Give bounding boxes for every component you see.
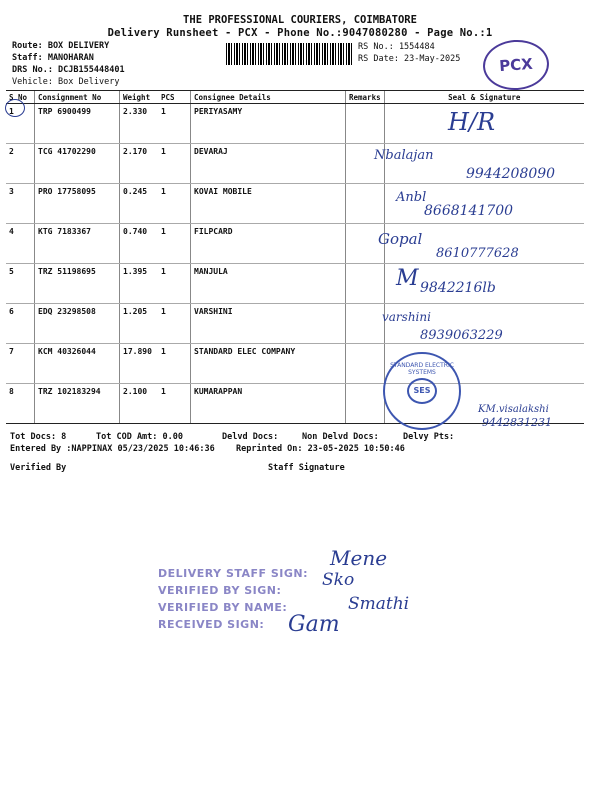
stamp-signature-3: Smathi xyxy=(348,594,410,614)
stamp-signature-2: Sko xyxy=(322,570,355,590)
cell-sno: 2 xyxy=(6,144,35,184)
cell-consignee: STANDARD ELEC COMPANY xyxy=(191,344,346,384)
table-header-row xyxy=(6,91,584,104)
col-seal-signature: Seal & Signature xyxy=(384,91,584,104)
reprinted-on: Reprinted On: 23-05-2025 10:50:46 xyxy=(236,444,405,454)
signature-6-name: varshini xyxy=(382,310,431,324)
cell-weight: 2.170 xyxy=(120,144,159,184)
cell-consignment: TCG 41702290 xyxy=(35,144,120,184)
signature-5-name: M xyxy=(396,266,419,291)
cell-remarks xyxy=(346,104,385,144)
cell-sno: 4 xyxy=(6,224,35,264)
total-cod-amount: Tot COD Amt: 0.00 xyxy=(96,432,183,442)
cell-weight: 0.740 xyxy=(120,224,159,264)
cell-consignee: PERIYASAMY xyxy=(191,104,346,144)
col-consignee: Consignee Details xyxy=(191,91,346,104)
rs-number: RS No.: 1554484 xyxy=(358,42,435,52)
col-consignment: Consignment No xyxy=(35,91,120,104)
cell-sno: 6 xyxy=(6,304,35,344)
stamp-line-delivery-staff: DELIVERY STAFF SIGN: xyxy=(158,567,309,580)
signature-4-name: Gopal xyxy=(378,230,423,248)
cell-weight: 1.205 xyxy=(120,304,159,344)
cell-consignment: KCM 40326044 xyxy=(35,344,120,384)
signature-1: H/R xyxy=(448,108,496,136)
total-docs: Tot Docs: 8 xyxy=(10,432,67,442)
cell-pcs: 1 xyxy=(158,224,191,264)
vehicle-label: Vehicle: Box Delivery xyxy=(12,77,120,87)
cell-consignment: KTG 7183367 xyxy=(35,224,120,264)
cell-remarks xyxy=(346,304,385,344)
signature-2-phone: 9944208090 xyxy=(466,166,556,182)
cell-remarks xyxy=(346,264,385,304)
pcx-stamp: PCX xyxy=(481,38,550,92)
cell-consignee: FILPCARD xyxy=(191,224,346,264)
cell-consignment: EDQ 23298508 xyxy=(35,304,120,344)
verified-by: Verified By xyxy=(10,463,67,473)
cell-pcs: 1 xyxy=(158,384,191,424)
signature-4-phone: 8610777628 xyxy=(436,246,519,261)
cell-sno: 8 xyxy=(6,384,35,424)
cell-pcs: 1 xyxy=(158,264,191,304)
cell-weight: 17.890 xyxy=(120,344,159,384)
delivery-stamp xyxy=(158,565,308,633)
cell-consignment: PRO 17758095 xyxy=(35,184,120,224)
cell-consignee: DEVARAJ xyxy=(191,144,346,184)
cell-weight: 2.100 xyxy=(120,384,159,424)
col-pcs: PCS xyxy=(158,91,191,104)
signature-8-phone: 9442831231 xyxy=(482,416,552,429)
col-weight: Weight xyxy=(120,91,159,104)
signature-5-phone: 9842216lb xyxy=(420,280,496,296)
delivered-docs: Delvd Docs: xyxy=(222,432,279,442)
cell-weight: 2.330 xyxy=(120,104,159,144)
table-row xyxy=(6,104,584,144)
table-row xyxy=(6,344,584,384)
cell-consignee: KOVAI MOBILE xyxy=(191,184,346,224)
seal-ring-text: STANDARD ELECTRIC SYSTEMS xyxy=(390,362,454,376)
signature-8-name: KM.visalakshi xyxy=(478,404,549,415)
stamp-signature-1: Mene xyxy=(330,546,388,570)
cell-sno: 1 xyxy=(6,104,35,144)
cell-pcs: 1 xyxy=(158,144,191,184)
stamp-line-verified-name: VERIFIED BY NAME: xyxy=(158,601,288,614)
rs-date: RS Date: 23-May-2025 xyxy=(358,54,461,64)
staff-signature: Staff Signature xyxy=(268,463,345,473)
signature-2-name: Nbalajan xyxy=(374,148,434,163)
cell-consignment: TRZ 51198695 xyxy=(35,264,120,304)
col-remarks: Remarks xyxy=(346,91,385,104)
cell-remarks xyxy=(346,344,385,384)
cell-consignee: VARSHINI xyxy=(191,304,346,344)
cell-pcs: 1 xyxy=(158,184,191,224)
cell-consignee: MANJULA xyxy=(191,264,346,304)
seal-center: SES xyxy=(407,378,437,404)
cell-consignee: KUMARAPPAN xyxy=(191,384,346,424)
cell-pcs: 1 xyxy=(158,304,191,344)
cell-consignment: TRP 6900499 xyxy=(35,104,120,144)
cell-consignment: TRZ 102183294 xyxy=(35,384,120,424)
drs-number: DRS No.: DCJB155448401 xyxy=(12,65,125,75)
table-row xyxy=(6,264,584,304)
barcode xyxy=(226,43,352,65)
cell-pcs: 1 xyxy=(158,344,191,384)
stamp-line-received-sign: RECEIVED SIGN: xyxy=(158,618,265,631)
stamp-line-verified-sign: VERIFIED BY SIGN: xyxy=(158,584,282,597)
signature-3-name: Anbl xyxy=(396,190,427,205)
cell-weight: 1.395 xyxy=(120,264,159,304)
company-seal xyxy=(383,352,461,430)
route-label: Route: BOX DELIVERY xyxy=(12,41,110,51)
non-delivered-docs: Non Delvd Docs: xyxy=(302,432,379,442)
cell-remarks xyxy=(346,384,385,424)
stamp-signature-4: Gam xyxy=(288,612,340,637)
signature-6-phone: 8939063229 xyxy=(420,328,503,343)
cell-sno: 5 xyxy=(6,264,35,304)
cell-pcs: 1 xyxy=(158,104,191,144)
cell-sno: 3 xyxy=(6,184,35,224)
signature-3-phone: 8668141700 xyxy=(424,203,514,219)
title-runsheet: Delivery Runsheet - PCX - Phone No.:9047080280 - Page No.:1 xyxy=(107,27,493,39)
cell-sno: 7 xyxy=(6,344,35,384)
cell-weight: 0.245 xyxy=(120,184,159,224)
title-company: THE PROFESSIONAL COURIERS, COIMBATORE xyxy=(183,14,417,26)
delivery-points: Delvy Pts: xyxy=(403,432,455,442)
staff-label: Staff: MANOHARAN xyxy=(12,53,94,63)
entered-by: Entered By :NAPPINAX 05/23/2025 10:46:36 xyxy=(10,444,215,454)
handwritten-circle xyxy=(5,99,25,117)
col-sno: S No xyxy=(6,91,35,104)
cell-remarks xyxy=(346,184,385,224)
